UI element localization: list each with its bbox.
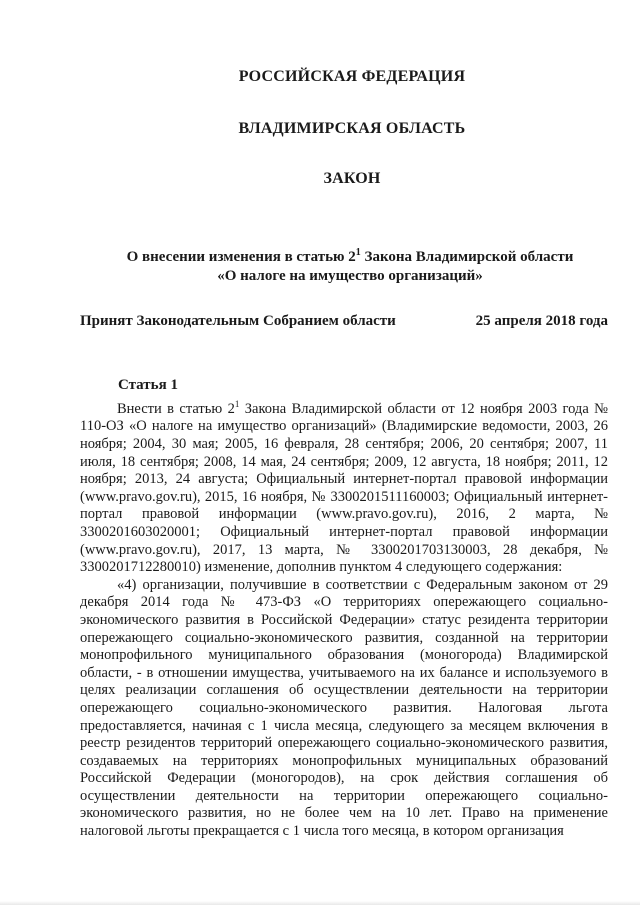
subject-line-1-text: О внесении изменения в статью 2 <box>126 249 356 265</box>
article-title: Статья 1 <box>118 377 178 393</box>
article-paragraph-1 <box>80 396 608 577</box>
adoption-date: 25 апреля 2018 года <box>475 313 608 329</box>
paragraph-1-superscript: 1 <box>234 399 240 409</box>
subject-line-1-tail: Закона Владимирской области <box>360 249 574 265</box>
subject-line-2: «О налоге на имущество организаций» <box>217 268 483 284</box>
doc-type-heading: ЗАКОН <box>323 170 381 187</box>
region-heading: ВЛАДИМИРСКАЯ ОБЛАСТЬ <box>238 120 466 137</box>
subject-line-1 <box>100 243 600 267</box>
paragraph-1-start: Внести в статью 2 <box>117 400 235 417</box>
article-body <box>80 396 608 841</box>
subject-superscript: 1 <box>355 247 361 258</box>
country-heading: РОССИЙСКАЯ ФЕДЕРАЦИЯ <box>238 68 466 85</box>
scan-edge <box>0 901 640 905</box>
adopted-by: Принят Законодательным Собранием области <box>80 313 396 329</box>
adoption-row <box>80 313 608 330</box>
paragraph-1-rest: Закона Владимирской области от 12 ноября 2003 года № 110-ОЗ «О налоге на имущество организаций» (Владимирские ведомости, 2003, 26 ноября; 2004, 30 мая; 2005, 16 февраля, 28 сентября; 2006, 20 сентября; 2007, 11 июля, 18 сентября; 2008, 14 мая, 24 сентября; 2009, 12 августа, 18 ноября; 2011, 12 ноября; 2013, 24 августа; Официальный интернет-портал правовой информации (www.pravo.gov.ru), 2015, 16 ноября, № 3300201511160003; Официальный интернет-портал правовой информации (www.pravo.gov.ru), 2016, 2 марта, № 3300201603020001; Официальный интернет-портал правовой информации (www.pravo.gov.ru), 2017, 13 марта, № 3300201703130003, 28 декабря, № 3300201712280010) изменение, дополнив пунктом 4 следующего содержания: <box>80 400 608 576</box>
article-paragraph-2: «4) организации, получившие в соответствии с Федеральным законом от 29 декабря 2014 года № 473-ФЗ «О территориях опережающего социально-экономического развития в Российской Федерации» статус резидента территории опережающего социально-экономического развития, созданной на территории монопрофильного муниципального образования (моногорода) Владимирской области, - в отношении имущества, учитываемого на их балансе и используемого в целях реализации соглашения об осуществлении деятельности на территории опережающего социально-экономического развития. Налоговая льгота предоставляется, начиная с 1 числа месяца, следующего за месяцем включения в реестр резидентов территорий опережающего социально-экономического развития, создаваемых на территориях монопрофильных муниципальных образований Российской Федерации (моногородов), на срок действия соглашения об осуществлении деятельности на территории опережающего социально-экономического развития, но не более чем на 10 лет. Право на применение налоговой льготы прекращается с 1 числа того месяца, в котором организация <box>80 576 608 840</box>
law-subject <box>100 243 600 286</box>
